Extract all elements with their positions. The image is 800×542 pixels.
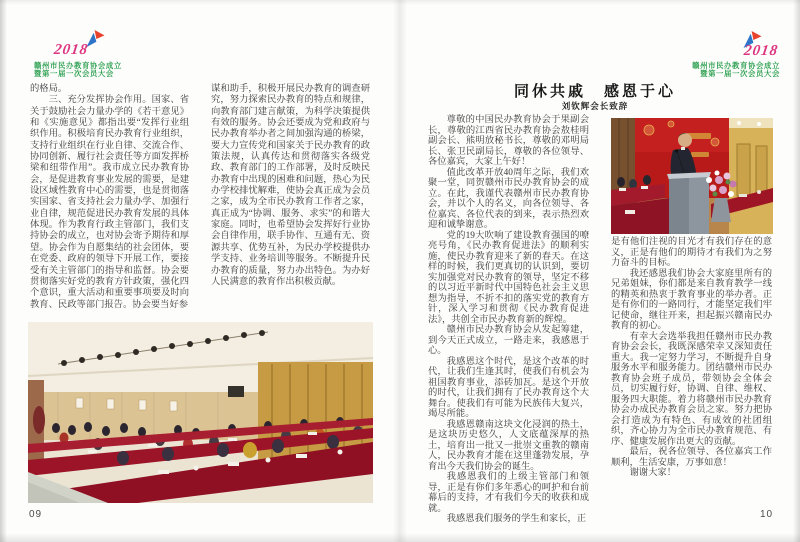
logo-event-line2: 暨第一届一次会员大会 (700, 69, 780, 78)
speaker-at-podium-photo (611, 118, 773, 234)
paragraph: 有幸大会选举我担任赣州市民办教育协会会长，我既深感荣幸又深知责任重大。我一定努力学习，不断提升自身服务水平和服务能力。团结赣州市民办教育协会班子成员，带领协会全体会员，切实履行好，协调、自律、维权、服务四大职能。着力将赣州市民办教育协会办成民办教育会员之家。努力把协会打造成为有特色、有成效的社团组织，齐心协力为全市民办教育规范、有序、健康发展作出更大的贡献。 (611, 331, 772, 447)
logo-year: 2018 (52, 42, 90, 58)
paragraph: 的格局。 (30, 84, 68, 94)
speaker-at-podium-illustration (611, 118, 773, 234)
article-subtitle: 刘钦辉会长致辞 (561, 101, 629, 111)
left-page-column-2 (211, 84, 370, 288)
paragraph: 党的19大吹响了建设教育强国的嘹亮号角，《民办教育促进法》的顺利实施，使民办教育迎来了新的春天。在这样的时候，我们更真切的认识到，要切实加强党对民办教育的领导，坚定不移的以习近平新时代中国特色社会主义思想为指导，不折不扣的落实党的教育方针，深入学习和贯彻《民办教育促进法》，共创全市民办教育新的辉煌。 (428, 230, 589, 325)
logo-event-line1: 赣州市民办教育协会成立 (34, 61, 122, 70)
paragraph: 谢谢大家！ (629, 468, 677, 478)
article-title: 同休共戚 感恩于心 (513, 84, 676, 100)
paragraph: 我感恩赣南这块文化浸润的热土，是这块历史悠久，人文底蕴深厚的热土，培育出一批又一批崇文重教的赣南人，民办教育才能在这里蓬勃发展，孕育出今天我们协会的诞生。 (428, 419, 589, 472)
scan-edge-bottom (0, 533, 800, 542)
paragraph: 是有他们注视的目光才有我们存在的意义，正是有他们的期待才有我们为之努力奋斗的目标。 (611, 237, 772, 268)
page-number-right: 10 (760, 509, 774, 520)
paragraph: 尊敬的中国民办教育协会于果副会长，尊敬的江西省民办教育协会敖桂明副会长、熊明放秘书长，尊敬的邓明局长、张卫民副局长，尊敬的各位领导、各位嘉宾，大家上午好！ (428, 115, 589, 167)
right-page-column-2 (611, 237, 772, 479)
paragraph: 谋和助手，积极开展民办教育的调查研究，努力探索民办教育的特点和规律，向教育部门建言献策，为科学决策提供有效的服务。协会还要成为党和政府与民办教育举办者之间加强沟通的桥梁，要大力宣传党和国家关于民办教育的政策法规，认真传达和贯彻落实各级党政、教育部门的工作部署，及时反映民办教育中出现的困难和问题，热心为民办学校排忧解难，使协会真正成为会员之家，成为全市民办教育工作者之家，真正成为“协调、服务、求实”的和谐大家庭。同时，也希望协会发挥好行业协会自律作用，联手协作、互通有无、资源共享、优势互补，为民办学校提供办学支持、业务培训等服务。不断提升民办教育的质量，努力办出特色。为办好人民满意的教育作出积极贡献。 (211, 84, 370, 287)
paragraph: 我感恩这个时代，是这个改革的时代，让我们生逢其时，使我们有机会为祖国教育事业，添砖加瓦。是这个开放的时代，让我们拥有了民办教育这个大舞台。使我们有可能为民族伟大复兴，竭尽所能。 (428, 356, 589, 419)
paragraph: 我感恩我们服务的学生和家长，正 (446, 514, 587, 524)
paragraph: 我还感恩我们协会大家庭里所有的兄弟姐妹，你们都是来自教育教学一线的精英和热衷于教育事业的举办者。正是有你们的一路同行，才能坚定我们牢记使命，继往开来，担起振兴赣南民办教育的初心。 (611, 268, 772, 331)
center-fold (393, 0, 407, 542)
paragraph: 三、充分发挥协会作用。国家、省关于鼓励社会力量办学的《若干意见》和《实施意见》都指出要“发挥行业组织作用。积极培育民办教育行业组织，支持行业组织在行业自律、交流合作、协同创新、履行社会责任等方面发挥桥梁和纽带作用”。我市成立民办教育协会，是促进教育事业发展的需要，是建设区域性教育中心的需要，也是贯彻落实国家、省支持社会力量办学、加强行业自律，规范促进民办教育发展的具体体现。作为教育行政主管部门，我们支持协会的成立，也对协会寄予期待和厚望。协会作为自愿集结的社会团体，要在党委、政府的领导下开展工作，要接受有关主管部门的指导和监督。协会要贯彻落实好党的教育方针政策，强化四个意识，重大活动和重要事项要及时向教育、民政等部门报告。协会要当好参 (30, 95, 189, 310)
scan-edge-right (793, 0, 800, 542)
scan-edge-left (0, 0, 7, 542)
right-page-column-1 (428, 115, 589, 525)
page-number-left: 09 (29, 509, 43, 520)
conference-audience-photo (28, 322, 373, 503)
left-page-column-1 (30, 84, 189, 311)
paragraph: 最后，祝各位领导、各位嘉宾工作顺利，生活安康，万事如意！ (611, 447, 772, 468)
logo-event-line1: 赣州市民办教育协会成立 (692, 61, 780, 70)
paragraph: 值此改革开放40周年之际，我们欢聚一堂，同贺赣州市民办教育协会的成立。在此，我谨代表赣州市民办教育协会，并以个人的名义，向各位领导、各位嘉宾、各位代表的到来，表示热烈欢迎和诚挚谢意。 (428, 167, 589, 230)
event-logo-right (660, 30, 780, 80)
scan-edge-top (0, 0, 800, 5)
logo-year: 2018 (742, 43, 780, 59)
conference-audience-illustration (28, 322, 373, 503)
event-logo-left (34, 30, 154, 80)
logo-event-line2: 暨第一届一次会员大会 (34, 69, 114, 78)
paragraph: 赣州市民办教育协会从发起筹建，到今天正式成立，一路走来，我感恩于心。 (428, 325, 589, 356)
paragraph: 我感恩我们的上级主管部门和领导，正是有你们多年悉心的呵护和台前幕后的支持，才有我们今天的收获和成就。 (428, 472, 589, 514)
